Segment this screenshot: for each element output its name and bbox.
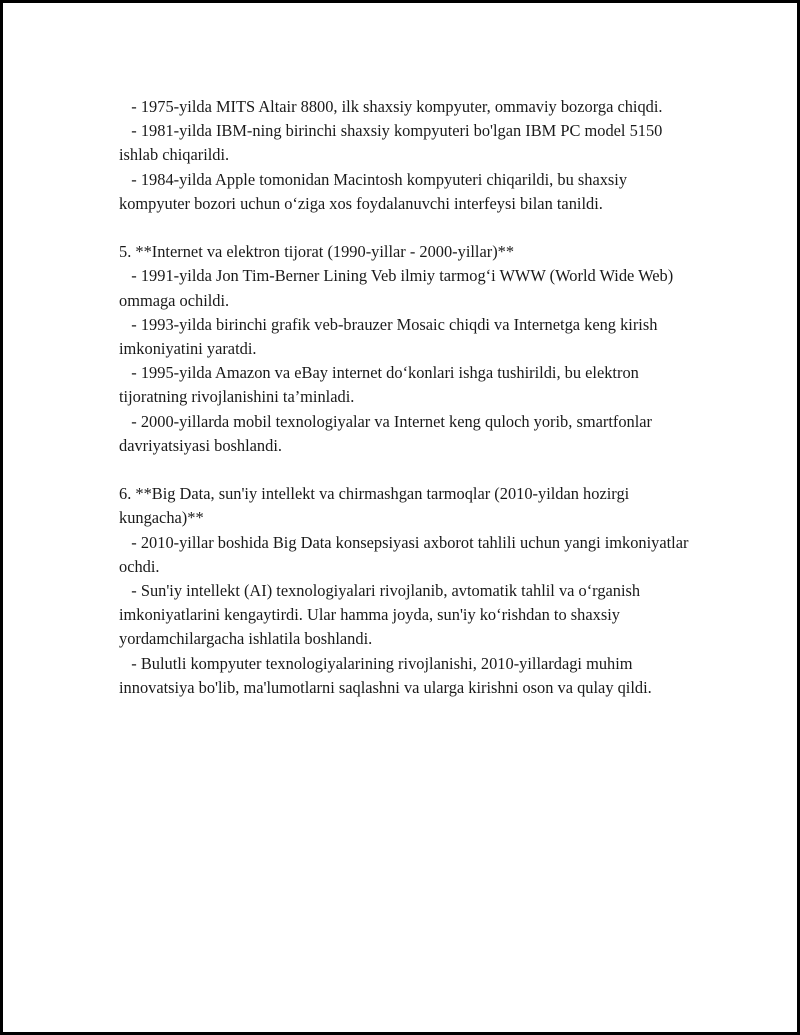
list-item: - 1991-yilda Jon Tim-Berner Lining Veb ilmiy tarmog‘i WWW (World Wide Web) ommaga ochildi. xyxy=(119,266,678,310)
section-heading: 5. **Internet va elektron tijorat (1990-yillar - 2000-yillar)** xyxy=(119,242,515,262)
list-item: - 2000-yillarda mobil texnologiyalar va Internet keng quloch yorib, smartfonlar davriyatsiyasi boshlandi. xyxy=(119,411,657,455)
paragraph-spacer xyxy=(119,216,699,240)
document-body xyxy=(119,95,699,700)
paragraph-spacer xyxy=(119,458,699,482)
list-item: - 1975-yilda MITS Altair 8800, ilk shaxsiy kompyuter, ommaviy bozorga chiqdi. xyxy=(119,97,663,116)
list-item: - 1995-yilda Amazon va eBay internet do‘konlari ishga tushirildi, bu elektron tijoratning rivojlanishini ta’minladi. xyxy=(119,363,643,407)
list-item: - Bulutli kompyuter texnologiyalarining rivojlanishi, 2010-yillardagi muhim innovatsiya bo'lib, ma'lumotlarni saqlashni va ularga kirishni oson va qulay qildi. xyxy=(119,653,652,697)
list-item: - 2010-yillar boshida Big Data konsepsiyasi axborot tahlili uchun yangi imkoniyatlar ochdi. xyxy=(119,532,693,576)
list-item: - 1993-yilda birinchi grafik veb-brauzer Mosaic chiqdi va Internetga keng kirish imkoniyatini yaratdi. xyxy=(119,314,662,359)
section-heading: 6. **Big Data, sun'iy intellekt va chirmashgan tarmoqlar (2010-yildan hozirgi kungacha)** xyxy=(119,484,634,528)
list-item: - 1981-yilda IBM-ning birinchi shaxsiy kompyuteri bo'lgan IBM PC model 5150 ishlab chiqarildi. xyxy=(119,121,667,165)
list-item: - Sun'iy intellekt (AI) texnologiyalari rivojlanib, avtomatik tahlil va o‘rganish imkoniyatlarini kengaytirdi. Ular hamma joyda, sun'iy ko‘rishdan to shaxsiy yordamchilargacha ishlatila boshlandi. xyxy=(119,581,645,649)
list-item: - 1984-yilda Apple tomonidan Macintosh kompyuteri chiqarildi, bu shaxsiy kompyuter bozori uchun o‘ziga xos foydalanuvchi interfeysi bilan tanildi. xyxy=(119,169,632,213)
